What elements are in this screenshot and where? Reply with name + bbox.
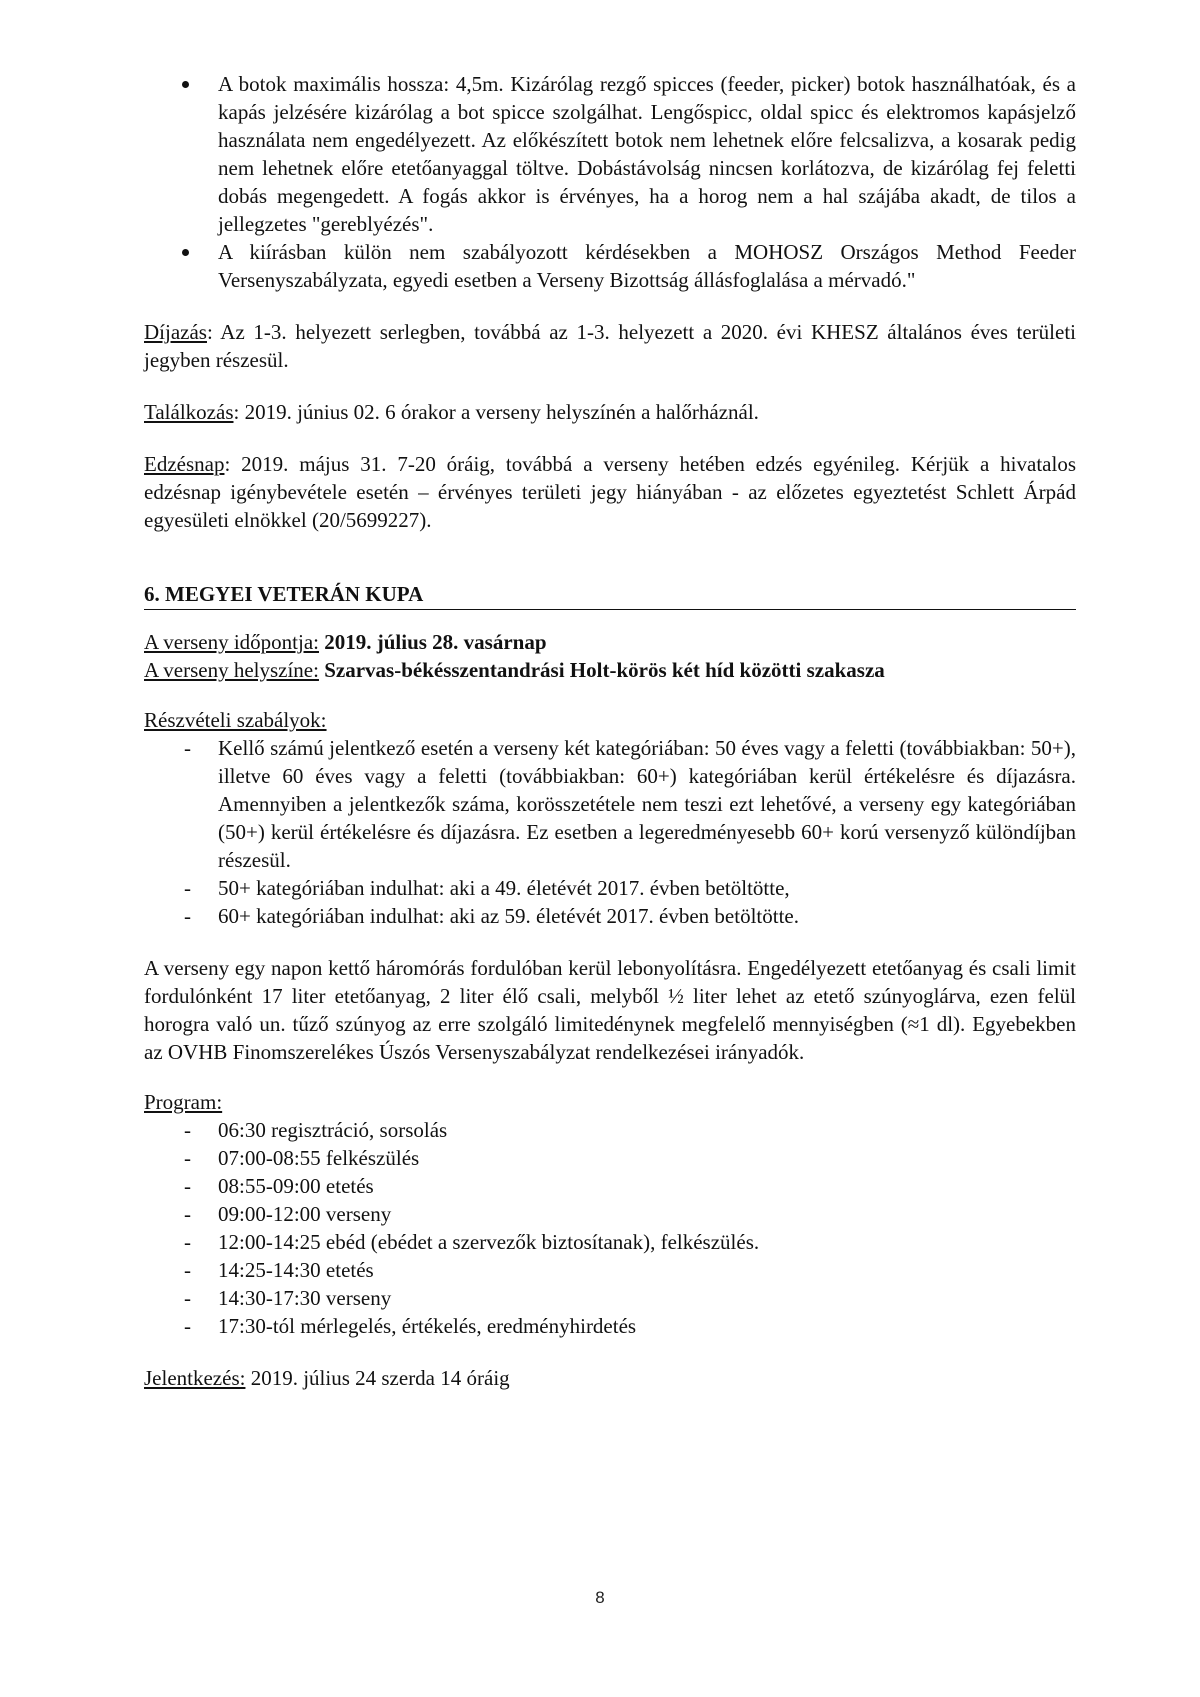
dash-marker: - <box>184 1258 191 1282</box>
list-item: - 08:55-09:00 etetés <box>184 1174 374 1198</box>
list-item: - Kellő számú jelentkező esetén a verseny két kategóriában: 50 éves vagy a feletti (továbbiakban: 50+), illetve 60 éves vagy a feletti (továbbiakban: 60+) kategóriában kerül értékelésre és díjazásra. Amennyiben a jelentkezők száma, korösszetétele nem teszi ezt lehetővé, a verseny egy kategóriában (50+) kerül értékelésre és díjazásra. Ez esetben a legeredményesebb 60+ korú versenyző különdíjban részesül. <box>184 736 1076 872</box>
list-item: - 50+ kategóriában indulhat: aki a 49. életévét 2017. évben betöltötte, <box>184 876 790 900</box>
dash-marker: - <box>184 876 191 900</box>
list-item: - 14:30-17:30 verseny <box>184 1286 392 1310</box>
section-heading: 6. MEGYEI VETERÁN KUPA <box>144 580 1076 610</box>
participation-rules-list <box>144 734 1076 930</box>
registration-label: Jelentkezés: <box>144 1366 246 1390</box>
participation-rules-label: Részvételi szabályok: <box>144 708 327 732</box>
event-location-value: Szarvas-békésszentandrási Holt-körös két híd közötti szakasza <box>324 658 885 682</box>
program-label: Program: <box>144 1090 223 1114</box>
page-number: 8 <box>595 1588 605 1607</box>
dash-marker: - <box>184 1118 191 1142</box>
list-item: - 14:25-14:30 etetés <box>184 1258 374 1282</box>
event-location-label: A verseny helyszíne: <box>144 658 319 682</box>
dash-marker: - <box>184 1202 191 1226</box>
dash-marker: - <box>184 1230 191 1254</box>
prize-paragraph <box>144 318 1076 374</box>
training-label: Edzésnap <box>144 452 225 476</box>
meeting-text: : 2019. június 02. 6 órakor a verseny helyszínén a halőrháznál. <box>233 400 759 424</box>
list-item: - 12:00-14:25 ebéd (ebédet a szervezők biztosítanak), felkészülés. <box>184 1230 760 1254</box>
meeting-paragraph <box>144 398 1076 426</box>
list-item: - 17:30-tól mérlegelés, értékelés, eredményhirdetés <box>184 1314 637 1338</box>
dash-marker: - <box>184 1146 191 1170</box>
dash-marker: - <box>184 904 191 928</box>
bullet-icon <box>182 249 189 256</box>
event-location-line <box>144 656 1076 684</box>
dash-marker: - <box>184 1314 191 1338</box>
prize-label: Díjazás <box>144 320 207 344</box>
training-paragraph <box>144 450 1076 534</box>
meeting-label: Találkozás <box>144 400 234 424</box>
document-page <box>144 70 1076 1392</box>
prize-text: : Az 1-3. helyezett serlegben, továbbá az 1-3. helyezett a 2020. évi KHESZ általános éves területi jegyben részesül. <box>144 320 1076 372</box>
list-item: - 07:00-08:55 felkészülés <box>184 1146 420 1170</box>
bullet-item: A botok maximális hossza: 4,5m. Kizárólag rezgő spicces (feeder, picker) botok használhatóak, és a kapás jelzésére kizárólag a bot spicce szolgálhat. Lengőspicc, oldal spicc és elektromos kapásjelző használata nem engedélyezett. Az előkészített botok nem lehetnek előre felcsalizva, a kosarak pedig nem lehetnek előre etetőanyaggal töltve. Dobástávolság nincsen korlátozva, de kizárólag fej feletti dobás megengedett. A fogás akkor is érvényes, ha a horog nem a hal szájába akadt, de tilos a jellegzetes "gereblyézés". <box>144 70 1076 238</box>
registration-paragraph <box>144 1364 1076 1392</box>
dash-marker: - <box>184 1174 191 1198</box>
competition-rules-paragraph: A verseny egy napon kettő háromórás fordulóban kerül lebonyolításra. Engedélyezett etetőanyag és csali limit fordulónként 17 liter etetőanyag, 2 liter élő csali, melyből ½ liter lehet az etető szúnyoglárva, ezen felül horogra való un. tűző szúnyog az erre szolgáló limitedénynek megfelelő mennyiségben (≈1 dl). Egyebekben az OVHB Finomszerelékes Úszós Versenyszabályzat rendelkezései irányadók. <box>144 956 1076 1064</box>
dash-marker: - <box>184 1286 191 1310</box>
event-date-value: 2019. július 28. vasárnap <box>324 630 547 654</box>
event-date-line <box>144 628 1076 656</box>
event-date-label: A verseny időpontja: <box>144 630 319 654</box>
bullet-icon <box>182 81 189 88</box>
bullet-item: A kiírásban külön nem szabályozott kérdésekben a MOHOSZ Országos Method Feeder Versenyszabályzata, egyedi esetben a Verseny Bizottság állásfoglalása a mérvadó." <box>144 238 1076 294</box>
list-item: - 06:30 regisztráció, sorsolás <box>184 1118 448 1142</box>
program-list <box>144 1116 1076 1340</box>
registration-text: 2019. július 24 szerda 14 óráig <box>245 1366 510 1390</box>
dash-marker: - <box>184 736 191 760</box>
rules-bullet-list <box>144 70 1076 294</box>
list-item: - 09:00-12:00 verseny <box>184 1202 392 1226</box>
list-item: - 60+ kategóriában indulhat: aki az 59. életévét 2017. évben betöltötte. <box>184 904 799 928</box>
training-text: : 2019. május 31. 7-20 óráig, továbbá a verseny hetében edzés egyénileg. Kérjük a hivatalos edzésnap igénybevétele esetén – érvényes területi jegy hiányában - az előzetes egyeztetést Schlett Árpád egyesületi elnökkel (20/5699227). <box>144 452 1076 532</box>
